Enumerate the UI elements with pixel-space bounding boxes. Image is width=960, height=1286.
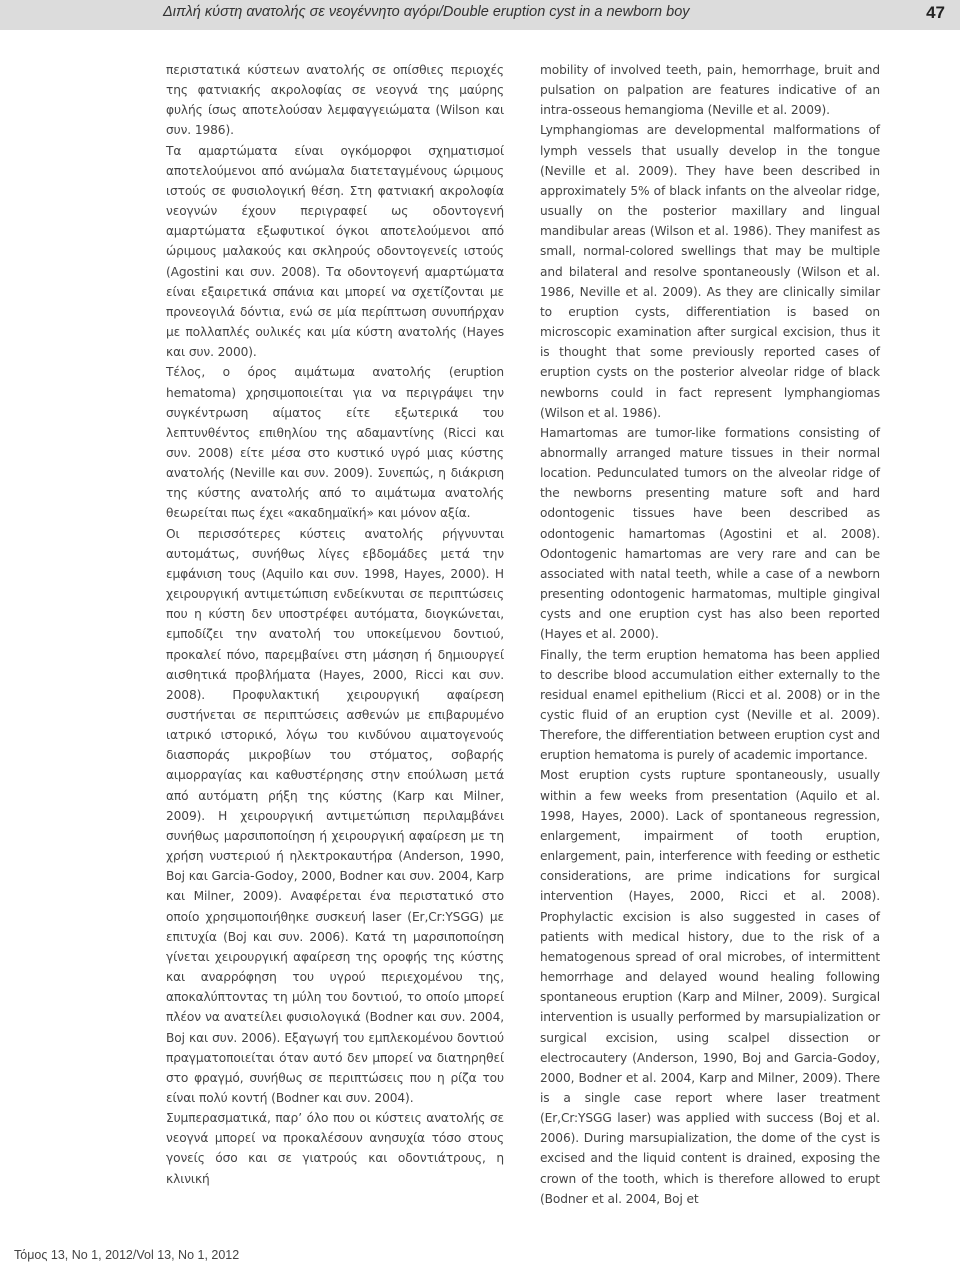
- running-header: [0, 0, 960, 30]
- paragraph: Τα αμαρτώματα είναι ογκόμορφοι σχηματισμοί αποτελούμενοι από ανώμαλα διατεταγμένους ώριμους ιστούς σε φυσιολογική θέση. Στη φατνιακή ακρολοφία νεογνών έχουν περιγραφεί ως οδοντογενή αμαρτώματα εξωφυτικοί όγκοι αποτελούμενοι από ώριμους μαλακούς και σκληρούς οδοντογενείς ιστούς (Agostini και συν. 2008). Τα οδοντογενή αμαρτώματα είναι εξαιρετικά σπάνια και μπορεί να σχετίζονται με προνεογιλά δόντια, ενώ σε μία περίπτωση συνυπήρχαν με πολλαπλές ουλικές και μία κύστη ανατολής (Hayes και συν. 2000).: [166, 143, 504, 360]
- paragraph: Lymphangiomas are developmental malformations of lymph vessels that usually develop in the tongue (Neville et al. 2009). They have been described in approximately 5% of black infants on the alveolar ridge, usually on the posterior maxillary and lingual mandibular areas (Wilson et al. 1986). They manifest as small, normal-colored swellings that may be multiple and bilateral and resolve spontaneously (Wilson et al. 1986, Neville et al. 2009). As they are clinically similar to eruption cysts, differentiation is based on microscopic examination after surgical excision, thus it is thought that some previously reported cases of eruption cysts on the posterior alveolar ridge of black newborns could in fact represent lymphangiomas (Wilson et al. 1986).: [540, 123, 880, 420]
- paragraph: Finally, the term eruption hematoma has been applied to describe blood accumulation either externally to the residual enamel epithelium (Ricci et al. 2008) or in the cystic fluid of an eruption cyst (Neville et al. 2009). Therefore, the differentiation between eruption cyst and eruption hematoma is purely of academic importance.: [540, 647, 880, 763]
- greek-text-column: [166, 60, 504, 1189]
- journal-issue-footer: Τόμος 13, Νο 1, 2012/Vol 13, No 1, 2012: [14, 1248, 240, 1262]
- paragraph: περιστατικά κύστεων ανατολής σε οπίσθιες περιοχές της φατνιακής ακρολοφίας σε νεογνά της μαύρης φυλής ίσως αποτελούσαν λεμφαγγειώματα (Wilson και συν. 1986).: [166, 63, 504, 138]
- paragraph: Οι περισσότερες κύστεις ανατολής ρήγνυνται αυτομάτως, συνήθως λίγες εβδομάδες μετά την εμφάνιση τους (Aquilo και συν. 1998, Hayes, 2000). Η χειρουργική αντιμετώπιση ενδείκνυται σε περιπτώσεις που η κύστη δεν υποστρέφει αυτόματα, διογκώνεται, εμποδίζει την ανατολή του υποκείμενου δοντιού, προκαλεί πόνο, παρεμβαίνει στη μάσηση ή δημιουργεί αισθητικά προβλήματα (Hayes, 2000, Ricci και συν. 2008). Προφυλακτική χειρουργική αφαίρεση συστήνεται σε περιπτώσεις ασθενών με επιβαρυμένο ιατρικό ιστορικό, λόγω του κινδύνου αιματογενούς διασποράς μικροβίων του στόματος, σοβαρής αιμορραγίας και καθυστέρησης στην επούλωση μετά από αυτόματη ρήξη της κύστης (Karp και Milner, 2009). Η χειρουργική αντιμετώπιση περιλαμβάνει συνήθως μαρσιποποίηση ή χειρουργική αφαίρεση με τη χρήση νυστεριού ή ηλεκτροκαυτήρα (Anderson, 1990, Boj και Garcia-Godoy, 2000, Bodner και συν. 2004, Karp και Milner, 2009). Αναφέρεται ένα περιστατικό στο οποίο χρησιμοποιήθηκε συσκευή laser (Er,Cr:YSGG) με επιτυχία (Boj και συν. 2006). Κατά τη μαρσιποποίηση γίνεται χειρουργική αφαίρεση της οροφής της κύστης και αναρρόφηση του υγρού περιεχομένου της, αποκαλύπτοντας τη μύλη του δοντιού, το οποίο μπορεί πλέον να ανατείλει φυσιολογικά (Bodner και συν. 2004, Boj και συν. 2006). Εξαγωγή του εμπλεκομένου δοντιού πραγματοποιείται όταν αυτό δεν μπορεί να διατηρηθεί στο φραγμό, συνήθως σε περιπτώσεις που η ρίζα του είναι πολύ κοντή (Bodner και συν. 2004).: [166, 526, 504, 1105]
- paragraph: Most eruption cysts rupture spontaneously, usually within a few weeks from presentation (Aquilo et al. 1998, Hayes, 2000). Lack of spontaneous regression, enlargement, impairment of tooth eruption, enlargement, pain, interference with feeding or esthetic considerations, are prime indications for surgical intervention (Hayes, 2000, Ricci et al. 2008). Prophylactic excision is also suggested in cases of patients with medical history, due to the risk of a hematogenous spread of oral microbes, of intermittent hemorrhage and delayed wound healing following spontaneous eruption (Karp and Milner, 2009). Surgical intervention is usually performed by marsupialization or surgical excision, using scalpel dissection or electrocautery (Anderson, 1990, Boj and Garcia-Godoy, 2000, Bodner et al. 2004, Karp and Milner, 2009). There is a single case report where laser treatment (Er,Cr:YSGG laser) was applied with success (Boj et al. 2006). During marsupialization, the dome of the cyst is excised and the liquid content is drained, exposing the crown of the tooth, which is therefore allowed to erupt (Bodner et al. 2004, Boj et: [540, 768, 880, 1206]
- paragraph: mobility of involved teeth, pain, hemorrhage, bruit and pulsation on palpation are features indicative of an intra-osseous hemangioma (Neville et al. 2009).: [540, 63, 880, 118]
- english-text-column: [540, 60, 880, 1209]
- paragraph: Τέλος, ο όρος αιμάτωμα ανατολής (eruption hematoma) χρησιμοποιείται για να περιγράψει την συγκέντρωση αίματος είτε εξωτερικά του λεπτυνθέντος επιθηλίου της αδαμαντίνης (Ricci και συν. 2008) είτε μέσα στο κυστικό υγρό μιας κύστης ανατολής (Neville και συν. 2009). Συνεπώς, η διάκριση της κύστης ανατολής από το αιμάτωμα ανατολής θεωρείται πως έχει «ακαδημαϊκή» και μόνον αξία.: [166, 365, 504, 521]
- running-header-title: Διπλή κύστη ανατολής σε νεογέννητο αγόρι/Double eruption cyst in a newborn boy: [163, 4, 690, 20]
- page-number: 47: [926, 3, 945, 22]
- paragraph: Συμπερασματικά, παρ’ όλο που οι κύστεις ανατολής σε νεογνά μπορεί να προκαλέσουν ανησυχία τόσο στους γονείς όσο και σε γιατρούς και οδοντιάτρους, η κλινική: [166, 1111, 504, 1186]
- paragraph: Hamartomas are tumor-like formations consisting of abnormally arranged mature tissues in their normal location. Pedunculated tumors on the alveolar ridge of the newborns presenting mature soft and hard odontogenic tissues have been described as odontogenic hamartomas (Agostini et al. 2008). Odontogenic hamartomas are very rare and can be associated with natal teeth, while a case of a newborn presenting odontogenic harmatomas, multiple gingival cysts and one eruption cyst has also been reported (Hayes et al. 2000).: [540, 425, 880, 642]
